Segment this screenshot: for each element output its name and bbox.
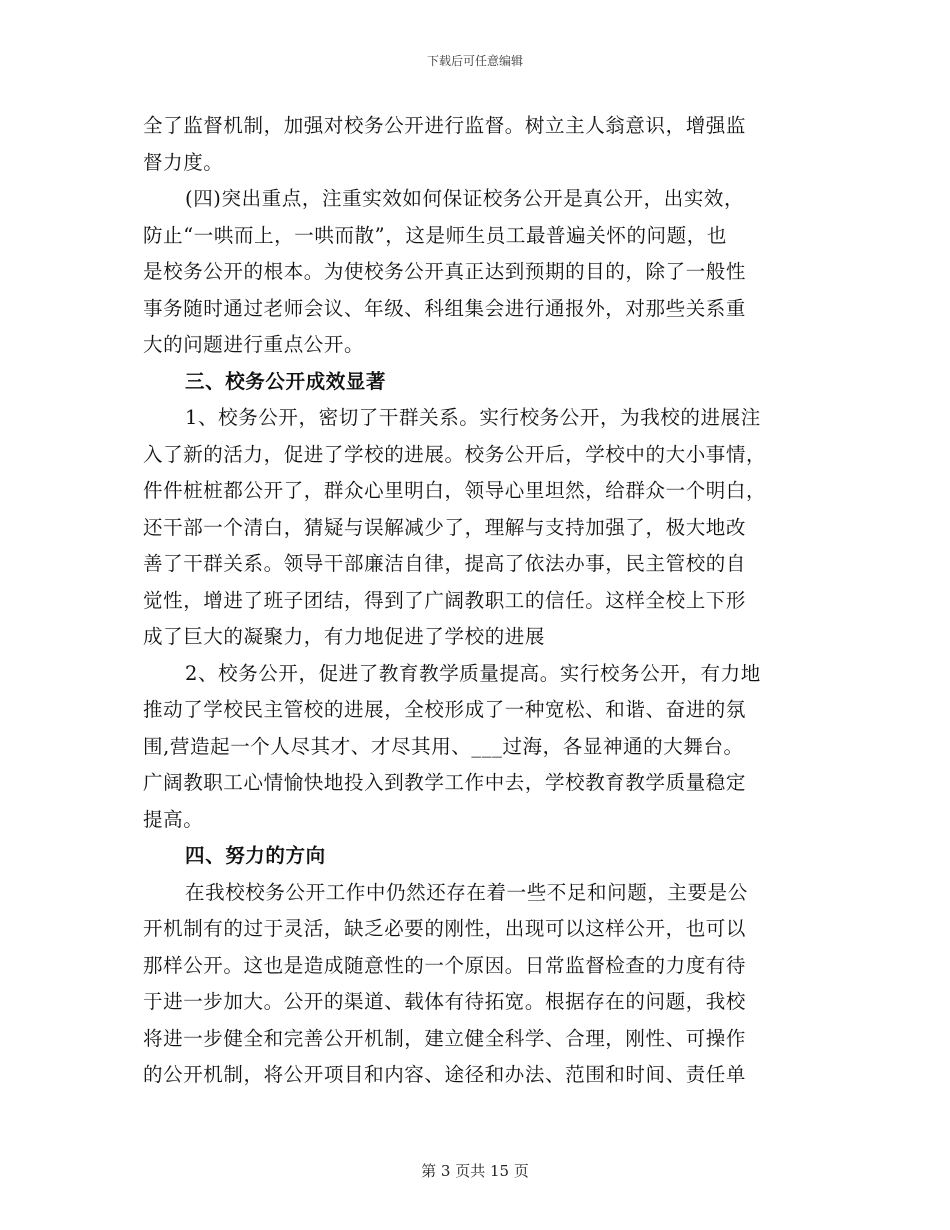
text-line: 事务随时通过老师会议、年级、科组集会进行通报外，对那些关系重 [143,296,747,320]
page-header: 下载后可任意编辑 [426,54,523,68]
text-line: 全了监督机制，加强对校务公开进行监督。树立主人翁意识，增强监 [143,114,747,137]
text-line: 成了巨大的凝聚力，有力地促进了学校的进展 [143,625,546,648]
text-line: 还干部一个清白，猜疑与误解减少了，理解与支持加强了，极大地改 [143,515,747,539]
text-line: 的公开机制，将公开项目和内容、途径和办法、范围和时间、责任单 [143,1063,747,1086]
paragraph-start-line: 在我校校务公开工作中仍然还存在着一些不足和问题，主要是公 [185,880,748,904]
text-line: 开机制有的过于灵活，缺乏必要的刚性，出现可以这样公开，也可以 [143,917,747,940]
text-line: 是校务公开的根本。为使校务公开真正达到预期的目的，除了一般性 [143,260,747,283]
section-heading: 三、校务公开成效显著 [185,369,387,393]
text-line: 那样公开。这也是造成随意性的一个原因。日常监督检查的力度有待 [143,953,747,977]
paragraph-start-line: 2、校务公开，促进了教育教学质量提高。实行校务公开，有力地 [185,661,761,685]
text-line: 防止“一哄而上，一哄而散”，这是师生员工最普遍关怀的问题，也 [143,223,727,247]
text-line: 大的问题进行重点公开。 [143,333,365,356]
document-body [143,108,808,1094]
text-line: 围,营造起一个人尽其才、才尽其用、___过海，各显神通的大舞台。 [143,734,744,758]
section-heading: 四、努力的方向 [185,844,326,867]
text-line: 于进一步加大。公开的渠道、载体有待拓宽。根据存在的问题，我校 [143,990,747,1013]
text-line: 广阔教职工心情愉快地投入到教学工作中去，学校教育教学质量稳定 [143,771,747,794]
text-line: 提高。 [143,807,204,831]
text-line: 件件桩桩都公开了，群众心里明白，领导心里坦然，给群众一个明白， [143,479,767,502]
page-number: 第 3 页共 15 页 [421,1162,529,1180]
text-line: 督力度。 [143,150,224,174]
text-line: 善了干群关系。领导干部廉洁自律，提高了依法办事，民主管校的自 [143,552,747,575]
paragraph-start-line: 1、校务公开，密切了干群关系。实行校务公开，为我校的进展注 [185,406,761,429]
paragraph-start-line: (四)突出重点，注重实效如何保证校务公开是真公开，出实效， [185,187,745,210]
text-line: 觉性，增进了班子团结，得到了广阔教职工的信任。这样全校上下形 [143,588,747,612]
text-line: 入了新的活力，促进了学校的进展。校务公开后，学校中的大小事情， [143,442,767,466]
text-line: 推动了学校民主管校的进展，全校形成了一种宽松、和谐、奋进的氛 [143,698,747,721]
text-line: 将进一步健全和完善公开机制，建立健全科学、合理，刚性、可操作 [143,1026,747,1050]
